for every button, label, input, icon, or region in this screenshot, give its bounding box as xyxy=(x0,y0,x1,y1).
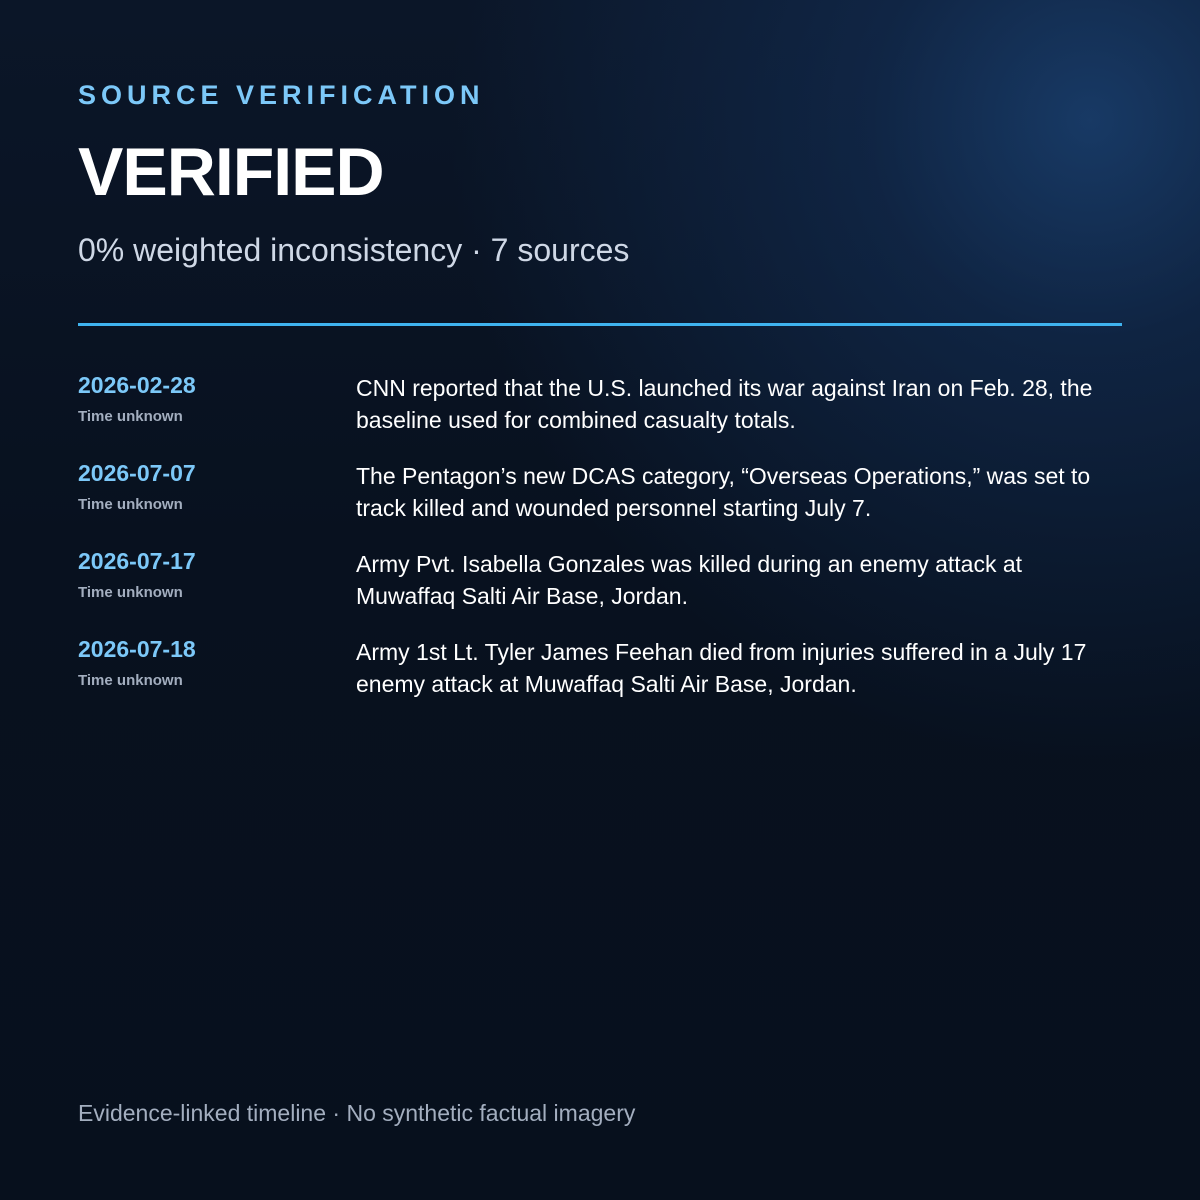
entry-date: 2026-02-28 xyxy=(78,372,196,398)
timeline-entry xyxy=(78,370,1122,458)
entry-text: Army Pvt. Isabella Gonzales was killed during an enemy attack at Muwaffaq Salti Air Base, Jordan. xyxy=(356,551,1023,609)
entry-text: CNN reported that the U.S. launched its war against Iran on Feb. 28, the baseline used for combined casualty totals. xyxy=(356,375,1093,433)
section-eyebrow: SOURCE VERIFICATION xyxy=(78,80,485,110)
entry-time: Time unknown xyxy=(78,672,183,689)
section-divider xyxy=(78,323,1122,326)
entry-date: 2026-07-07 xyxy=(78,460,196,486)
timeline xyxy=(78,370,1122,722)
verification-card xyxy=(78,0,1122,1200)
verification-summary: 0% weighted inconsistency · 7 sources xyxy=(78,232,630,268)
timeline-entry xyxy=(78,546,1122,634)
entry-date: 2026-07-17 xyxy=(78,548,196,574)
entry-date: 2026-07-18 xyxy=(78,636,196,662)
entry-text: The Pentagon’s new DCAS category, “Overseas Operations,” was set to track killed and wounded personnel starting July 7. xyxy=(356,463,1091,521)
entry-text: Army 1st Lt. Tyler James Feehan died from injuries suffered in a July 17 enemy attack at Muwaffaq Salti Air Base, Jordan. xyxy=(356,639,1087,697)
entry-time: Time unknown xyxy=(78,408,183,425)
timeline-entry xyxy=(78,458,1122,546)
entry-time: Time unknown xyxy=(78,584,183,601)
verdict-title: VERIFIED xyxy=(78,134,384,210)
footer-note: Evidence-linked timeline · No synthetic factual imagery xyxy=(78,1100,636,1126)
timeline-entry xyxy=(78,634,1122,722)
entry-time: Time unknown xyxy=(78,496,183,513)
